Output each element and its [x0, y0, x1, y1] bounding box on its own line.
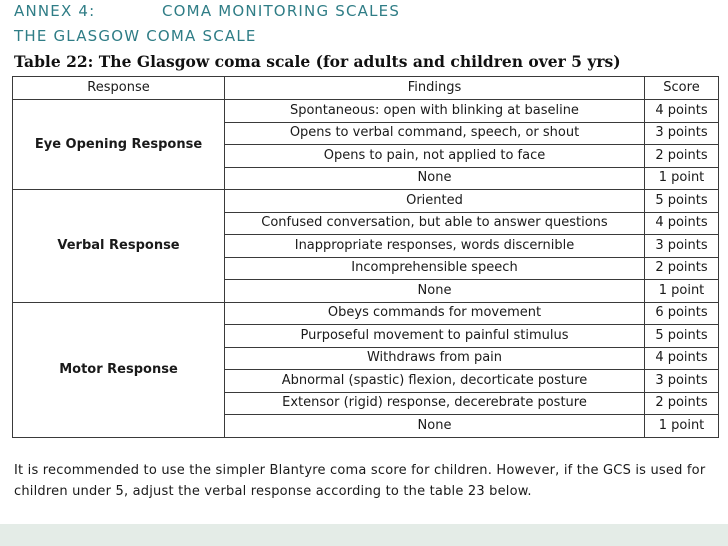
table-row: [13, 302, 719, 325]
score-cell: 6 points: [645, 302, 719, 325]
header-score: Score: [645, 77, 719, 100]
score-cell: 3 points: [645, 235, 719, 258]
score-cell: 3 points: [645, 370, 719, 393]
score-cell: 4 points: [645, 347, 719, 370]
glasgow-coma-scale-table: [12, 76, 719, 438]
score-cell: 1 point: [645, 415, 719, 438]
finding-cell: Opens to verbal command, speech, or shout: [225, 122, 645, 145]
finding-cell: None: [225, 415, 645, 438]
section-heading: THE GLASGOW COMA SCALE: [14, 27, 257, 45]
score-cell: 2 points: [645, 145, 719, 168]
note-paragraph: It is recommended to use the simpler Blantyre coma score for children. However, if the GCS is used for children under 5, adjust the verbal response according to the table 23 below.: [14, 463, 706, 499]
response-motor: Motor Response: [13, 302, 225, 437]
finding-cell: Withdraws from pain: [225, 347, 645, 370]
score-cell: 4 points: [645, 100, 719, 123]
finding-cell: None: [225, 280, 645, 303]
header-findings: Findings: [225, 77, 645, 100]
finding-cell: Purposeful movement to painful stimulus: [225, 325, 645, 348]
score-cell: 2 points: [645, 392, 719, 415]
finding-cell: Opens to pain, not applied to face: [225, 145, 645, 168]
finding-cell: Obeys commands for movement: [225, 302, 645, 325]
table-row: [13, 100, 719, 123]
table-caption: Table 22: The Glasgow coma scale (for adults and children over 5 yrs): [14, 52, 621, 71]
header-response: Response: [13, 77, 225, 100]
finding-cell: Spontaneous: open with blinking at baseline: [225, 100, 645, 123]
score-cell: 2 points: [645, 257, 719, 280]
annex-heading: [14, 2, 400, 20]
finding-cell: Inappropriate responses, words discernible: [225, 235, 645, 258]
finding-cell: None: [225, 167, 645, 190]
table-header: [13, 77, 719, 100]
finding-cell: Extensor (rigid) response, decerebrate posture: [225, 392, 645, 415]
response-verbal: Verbal Response: [13, 190, 225, 303]
score-cell: 5 points: [645, 190, 719, 213]
annex-title: COMA MONITORING SCALES: [162, 2, 401, 20]
table-body: [13, 100, 719, 438]
score-cell: 5 points: [645, 325, 719, 348]
score-cell: 1 point: [645, 280, 719, 303]
score-cell: 3 points: [645, 122, 719, 145]
score-cell: 4 points: [645, 212, 719, 235]
annex-label: ANNEX 4:: [14, 2, 96, 20]
score-cell: 1 point: [645, 167, 719, 190]
response-eye-opening: Eye Opening Response: [13, 100, 225, 190]
table-row: [13, 190, 719, 213]
header-row: [13, 77, 719, 100]
finding-cell: Confused conversation, but able to answer questions: [225, 212, 645, 235]
finding-cell: Oriented: [225, 190, 645, 213]
finding-cell: Incomprehensible speech: [225, 257, 645, 280]
finding-cell: Abnormal (spastic) flexion, decorticate posture: [225, 370, 645, 393]
footer-band: [0, 524, 728, 546]
